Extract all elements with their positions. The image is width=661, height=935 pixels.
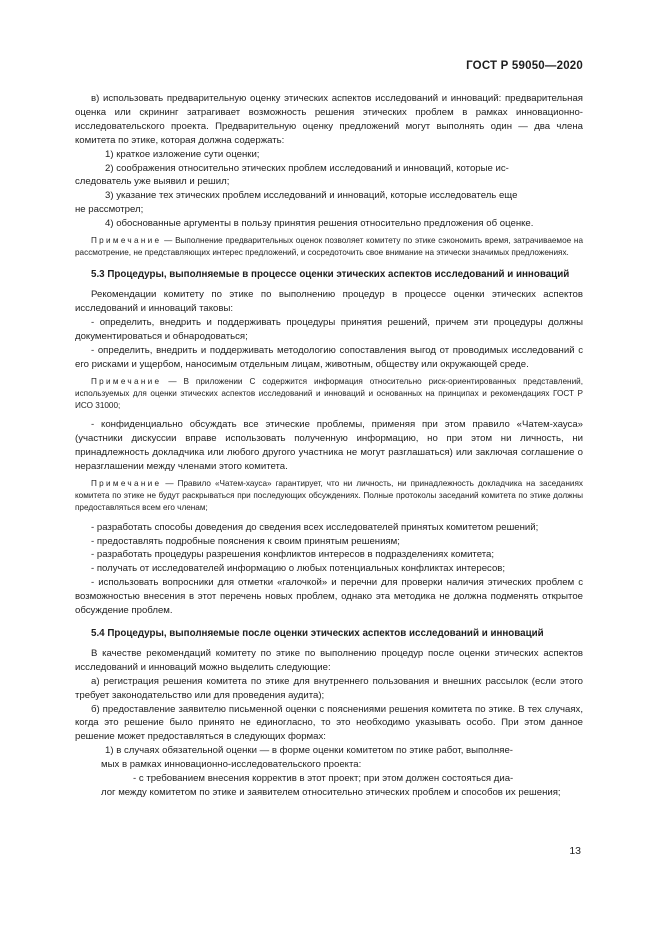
bullet-conflict-information: - получать от исследователей информацию о любых потенциальных конфликтах интересов; [91,563,506,575]
list-item-1: 1) краткое изложение сути оценки; [105,148,260,160]
paragraph-post-assessment: В качестве рекомендаций комитету по этике по выполнению процедур после оценки этических аспектов исследований и инноваций можно выделить следующие: [75,647,583,673]
item-b-written-assessment: б) предоставление заявителю письменной оценки с пояснениями решения комитета по этике. В тех случаях, когда это решение было принято не единогласно, то это необходимо указывать особо. При этом данное решение может предоставляться в следующих формах: [75,703,583,743]
bullet-decision-procedures: - определить, внедрить и поддерживать процедуры принятия решений, причем эти процедуры должны документироваться и обнародоваться; [75,317,583,343]
note-1 [75,235,583,259]
note-text: — Выполнение предварительных оценок позволяет комитету по этике сэкономить время, затрачиваемое на рассмотрение, не представляющих интерес предложений, и сосредоточить свое внимание на этически значимых предложениях. [75,236,583,258]
note-2 [75,376,583,413]
note-label: Примечание [91,479,162,489]
note-label: Примечание [91,376,162,386]
paragraph-preliminary-assessment: в) использовать предварительную оценку этических аспектов исследований и инноваций: предварительная оценка или скрининг затрагивает возможность решения этических проблем в рамках инновационно-исследовательского проекта. Предварительную оценку предложений могут выполнять один — два члена комитета по этике, которая должна содержать: [75,93,583,146]
note-text: — Правило «Чатем-хауса» гарантирует, что ни личность, ни принадлежность докладчика на заседаниях комитета по этике не будут раскрываться при последующих обсуждениях. Полные протоколы заседаний комитета по этике должны предоставляться всем его членам; [75,479,583,513]
bullet-conflict-procedures: - разработать процедуры разрешения конфликтов интересов в подразделениях комитета; [91,549,495,561]
list-item-4: 4) обоснованные аргументы в пользу принятия решения относительно предложения об оценке. [105,218,534,230]
list-item-3-line1: 3) указание тех этических проблем исследований и инноваций, которые исследователь еще [105,190,518,202]
standard-header: ГОСТ Р 59050—2020 [466,60,583,72]
list-item-3-line2: не рассмотрел; [75,204,144,216]
section-heading-5-4: 5.4 Процедуры, выполняемые после оценки этических аспектов исследований и инноваций [91,628,544,639]
item-a-registration: а) регистрация решения комитета по этике для внутреннего пользования и внешних рассылок (если этого требует законодательство или для проведения аудита); [75,675,583,701]
list-item-2-line1: 2) соображения относительно этических проблем исследований и инноваций, которые ис- [105,162,509,174]
note-3 [75,478,583,515]
note-text: — В приложении С содержится информация относительно риск-ориентированных представлений, используемых для оценки этических аспектов исследований и инноваций и основанных на принципах и рекомендациях ГОСТ Р ИСО 31000; [75,376,583,411]
page-body [75,92,583,800]
subbullet-corrections-line1: - с требованием внесения корректив в этот проект; при этом должен состояться диа- [133,773,514,785]
bullet-explanations: - предоставлять подробные пояснения к своим принятым решениям; [91,535,400,547]
bullet-chatham-house: - конфиденциально обсуждать все этические проблемы, применяя при этом правило «Чатем-хауса» (участники дискуссии вправе использовать полученную информацию, но при этом ни личность, ни принадлежность докладчика или любого другого участника не могут разглашаться) или заключая соглашение о неразглашении между членами этого комитета. [75,419,583,473]
subitem-1-line1: 1) в случаях обязательной оценки — в форме оценки комитетом по этике работ, выполняе- [105,745,513,757]
subbullet-corrections-line2: лог между комитетом по этике и заявителем относительно этических проблем и способов их решения; [101,786,561,798]
note-label: Примечание [91,236,162,246]
bullet-communicate-decisions: - разработать способы доведения до сведения всех исследователей принятых комитетом решений; [91,521,539,533]
bullet-checklists: - использовать вопросники для отметки «галочкой» и перечни для проверки наличия этических проблем с возможностью внесения в этот перечень новых проблем, однако эта методика не должна подменять открытое обсуждение проблем. [75,577,583,617]
paragraph-recommendations: Рекомендации комитету по этике по выполнению процедур в процессе оценки этических аспектов исследований и инноваций таковы: [75,289,583,315]
list-item-2-line2: следователь уже выявил и решил; [75,176,230,188]
subitem-1-line2: мых в рамках инновационно-исследовательского проекта: [101,759,362,771]
page-number: 13 [569,845,581,857]
section-heading-5-3: 5.3 Процедуры, выполняемые в процессе оценки этических аспектов исследований и инноваций [91,269,570,281]
bullet-benefit-risk-methodology: - определить, внедрить и поддерживать методологию сопоставления выгод от проводимых исследований с его рисками и ущербом, наносимым отдельным лицам, животным, обществу или окружающей среде. [75,345,583,370]
